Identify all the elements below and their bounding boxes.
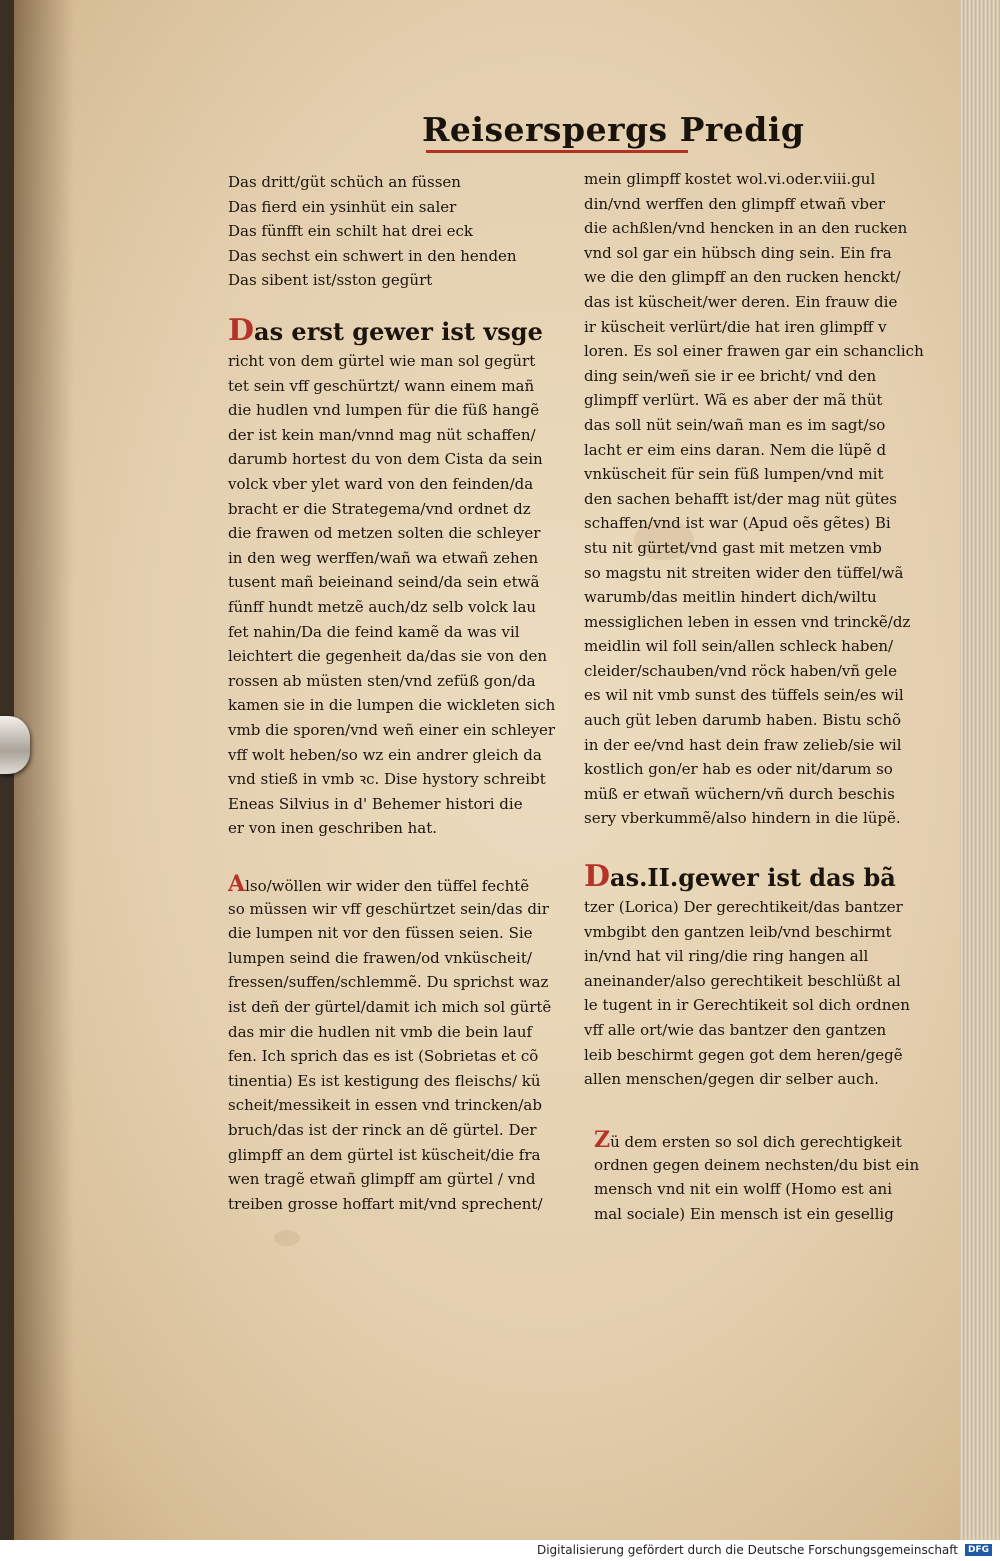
text-line: rossen ab müsten sten/vnd zefüß gon/da	[228, 671, 536, 690]
text-line: stu nit gürtet/vnd gast mit metzen vmb	[584, 538, 882, 557]
text-line: tet sein vff geschürtzt/ wann einem mañ	[228, 376, 535, 395]
text-line: das ist küscheit/wer deren. Ein frauw die	[584, 292, 898, 311]
text-line: messiglichen leben in essen vnd trinckẽ/dz	[584, 612, 911, 631]
running-header: Reiserspergs Predig	[422, 110, 805, 149]
text-line: den sachen behafft ist/der mag nüt gütes	[584, 489, 897, 508]
list-item: Das sibent ist/sston gegürt	[228, 271, 433, 290]
rubricated-initial: A	[228, 872, 246, 897]
page-gutter-shadow	[14, 0, 74, 1540]
text-line: we die den glimpff an den rucken henckt/	[584, 268, 901, 287]
rubricated-initial: Z	[594, 1128, 611, 1153]
text-line: der ist kein man/vnnd mag nüt schaffen/	[228, 425, 536, 444]
rubricated-initial: D	[228, 315, 255, 348]
text-line: volck vber ylet ward von den feinden/da	[228, 474, 534, 493]
text-line: er von inen geschriben hat.	[228, 819, 438, 838]
right-column-continuation	[584, 167, 924, 831]
text-line: fünff hundt metzẽ auch/dz selb volck lau	[228, 597, 537, 616]
text-line: in/vnd hat vil ring/die ring hangen all	[584, 947, 869, 966]
text-line: treiben grosse hoffart mit/vnd sprechent/	[228, 1194, 543, 1213]
text-line: leib beschirmt gegen got dem heren/gegẽ	[584, 1045, 903, 1064]
text-line: es wil nit vmb sunst des tüffels sein/es wil	[584, 686, 904, 705]
text-line: Eneas Silvius in d' Behemer histori die	[228, 794, 523, 813]
text-line: ist deñ der gürtel/damit ich mich sol gürtẽ	[228, 997, 552, 1016]
text-line: ir küscheit verlürt/die hat iren glimpff v	[584, 317, 887, 336]
text-line: das soll nüt sein/wañ man es im sagt/so	[584, 415, 886, 434]
text-line: in der ee/vnd hast dein fraw zelieb/sie wil	[584, 735, 902, 754]
list-item: Das fünfft ein schilt hat drei eck	[228, 222, 473, 241]
text-line: vff wolt heben/so wz ein andrer gleich da	[228, 745, 542, 764]
text-line: loren. Es sol einer frawen gar ein schanclich	[584, 342, 924, 361]
section-girdle	[228, 872, 558, 1216]
text-line: richt von dem gürtel wie man sol gegürt	[228, 352, 536, 370]
text-line: wen tragẽ etwañ glimpff am gürtel / vnd	[228, 1170, 536, 1189]
text-line: vff alle ort/wie das bantzer den gantzen	[584, 1020, 887, 1039]
section-justice-neighbor	[594, 1128, 924, 1226]
line-text: lso/wöllen wir wider den tüffel fechtẽ	[245, 877, 530, 895]
text-line: vnküscheit für sein füß lumpen/vnd mit	[584, 465, 884, 484]
heading-text: as.II.gewer ist das bã	[610, 863, 896, 892]
header-rule	[426, 150, 688, 153]
text-line: leichtert die gegenheit da/das sie von den	[228, 647, 548, 666]
text-line: müß er etwañ wüchern/vñ durch beschis	[584, 784, 895, 803]
text-line	[228, 872, 558, 897]
text-line: mensch vnd nit ein wolff (Homo est ani	[594, 1180, 893, 1199]
text-line: darumb hortest du von dem Cista da sein	[228, 450, 543, 469]
list-item: Das sechst ein schwert in den henden	[228, 246, 517, 265]
text-line: glimpff an dem gürtel ist küscheit/die fra	[228, 1145, 541, 1164]
book-fore-edge	[960, 0, 1000, 1540]
section-heading	[228, 315, 558, 349]
line-text: ü dem ersten so sol dich gerechtigkeit	[610, 1133, 902, 1151]
text-line: cleider/schauben/vnd röck haben/vñ gele	[584, 661, 897, 680]
text-line: so müssen wir vff geschürtzet sein/das dir	[228, 899, 549, 918]
list-item: Das dritt/güt schüch an füssen	[228, 173, 461, 191]
heading-text: as erst gewer ist vsge	[254, 317, 543, 346]
text-line: so magstu nit streiten wider den tüffel/wã	[584, 563, 904, 582]
rubricated-initial: D	[584, 861, 611, 894]
text-line: tusent mañ beieinand seind/da sein etwã	[228, 573, 540, 592]
text-line	[594, 1128, 924, 1153]
text-line: auch güt leben darumb haben. Bistu schõ	[584, 711, 902, 730]
text-line: tinentia) Es ist kestigung des fleischs/ kü	[228, 1071, 541, 1090]
text-line: aneinander/also gerechtikeit beschlüßt al	[584, 971, 901, 990]
text-line: bruch/das ist der rinck an dẽ gürtel. Der	[228, 1120, 537, 1139]
text-line: mein glimpff kostet wol.vi.oder.viii.gul	[584, 170, 876, 188]
text-line: bracht er die Strategema/vnd ordnet dz	[228, 499, 531, 518]
text-line: ordnen gegen deinem nechsten/du bist ein	[594, 1155, 920, 1174]
text-line: glimpff verlürt. Wã es aber der mã thüt	[584, 391, 883, 410]
section-second-armor	[584, 861, 924, 1092]
text-line: tzer (Lorica) Der gerechtikeit/das bantzer	[584, 898, 903, 916]
text-line: allen menschen/gegen dir selber auch.	[584, 1070, 879, 1089]
section-first-armor	[228, 315, 558, 841]
text-line: din/vnd werffen den glimpff etwañ vber	[584, 194, 886, 213]
book-clasp	[0, 716, 30, 774]
text-line: die lumpen nit vor den füssen seien. Sie	[228, 924, 533, 943]
text-line: in den weg werffen/wañ wa etwañ zehen	[228, 548, 539, 567]
text-line: die frawen od metzen solten die schleyer	[228, 524, 541, 543]
dfg-logo-icon: DFG	[965, 1544, 992, 1556]
text-line: fen. Ich sprich das es ist (Sobrietas et cõ	[228, 1047, 539, 1066]
text-line: meidlin wil foll sein/allen schleck haben/	[584, 637, 894, 656]
text-line: kostlich gon/er hab es oder nit/darum so	[584, 760, 893, 779]
armor-list	[228, 170, 558, 293]
text-line: die achßlen/vnd hencken in an den rucken	[584, 219, 908, 238]
text-line: vnd stieß in vmb ꝛc. Dise hystory schreibt	[228, 770, 546, 789]
section-heading	[584, 861, 924, 895]
text-line: schaffen/vnd ist war (Apud oẽs gẽtes) Bi	[584, 514, 891, 533]
text-line: lacht er eim eins daran. Nem die lüpẽ d	[584, 440, 887, 459]
digitization-footer	[0, 1540, 1000, 1561]
text-line: sery vberkummẽ/also hindern in die lüpẽ.	[584, 809, 901, 828]
paper-stain	[274, 1230, 300, 1246]
footer-credit: Digitalisierung gefördert durch die Deutsche Forschungsgemeinschaft	[536, 1543, 958, 1557]
text-line: lumpen seind die frawen/od vnküscheit/	[228, 948, 532, 967]
text-line: fet nahin/Da die feind kamẽ da was vil	[228, 622, 520, 641]
text-line: kamen sie in die lumpen die wickleten sich	[228, 696, 556, 715]
text-line: vnd sol gar ein hübsch ding sein. Ein fra	[584, 243, 892, 262]
text-line: vmb die sporen/vnd weñ einer ein schleyer	[228, 720, 556, 739]
text-line: die hudlen vnd lumpen für die füß hangẽ	[228, 401, 540, 420]
text-line: fressen/suffen/schlemmẽ. Du sprichst waz	[228, 973, 549, 992]
text-line: scheit/messikeit in essen vnd trincken/ab	[228, 1096, 542, 1115]
text-line: das mir die hudlen nit vmb die bein lauf	[228, 1022, 533, 1041]
list-item: Das fierd ein ysinhüt ein saler	[228, 197, 457, 216]
text-line: ding sein/weñ sie ir ee bricht/ vnd den	[584, 366, 877, 385]
text-line: mal sociale) Ein mensch ist ein gesellig	[594, 1204, 894, 1223]
text-line: warumb/das meitlin hindert dich/wiltu	[584, 588, 877, 607]
text-line: vmbgibt den gantzen leib/vnd beschirmt	[584, 922, 892, 941]
text-line: le tugent in ir Gerechtikeit sol dich ordnen	[584, 996, 910, 1015]
